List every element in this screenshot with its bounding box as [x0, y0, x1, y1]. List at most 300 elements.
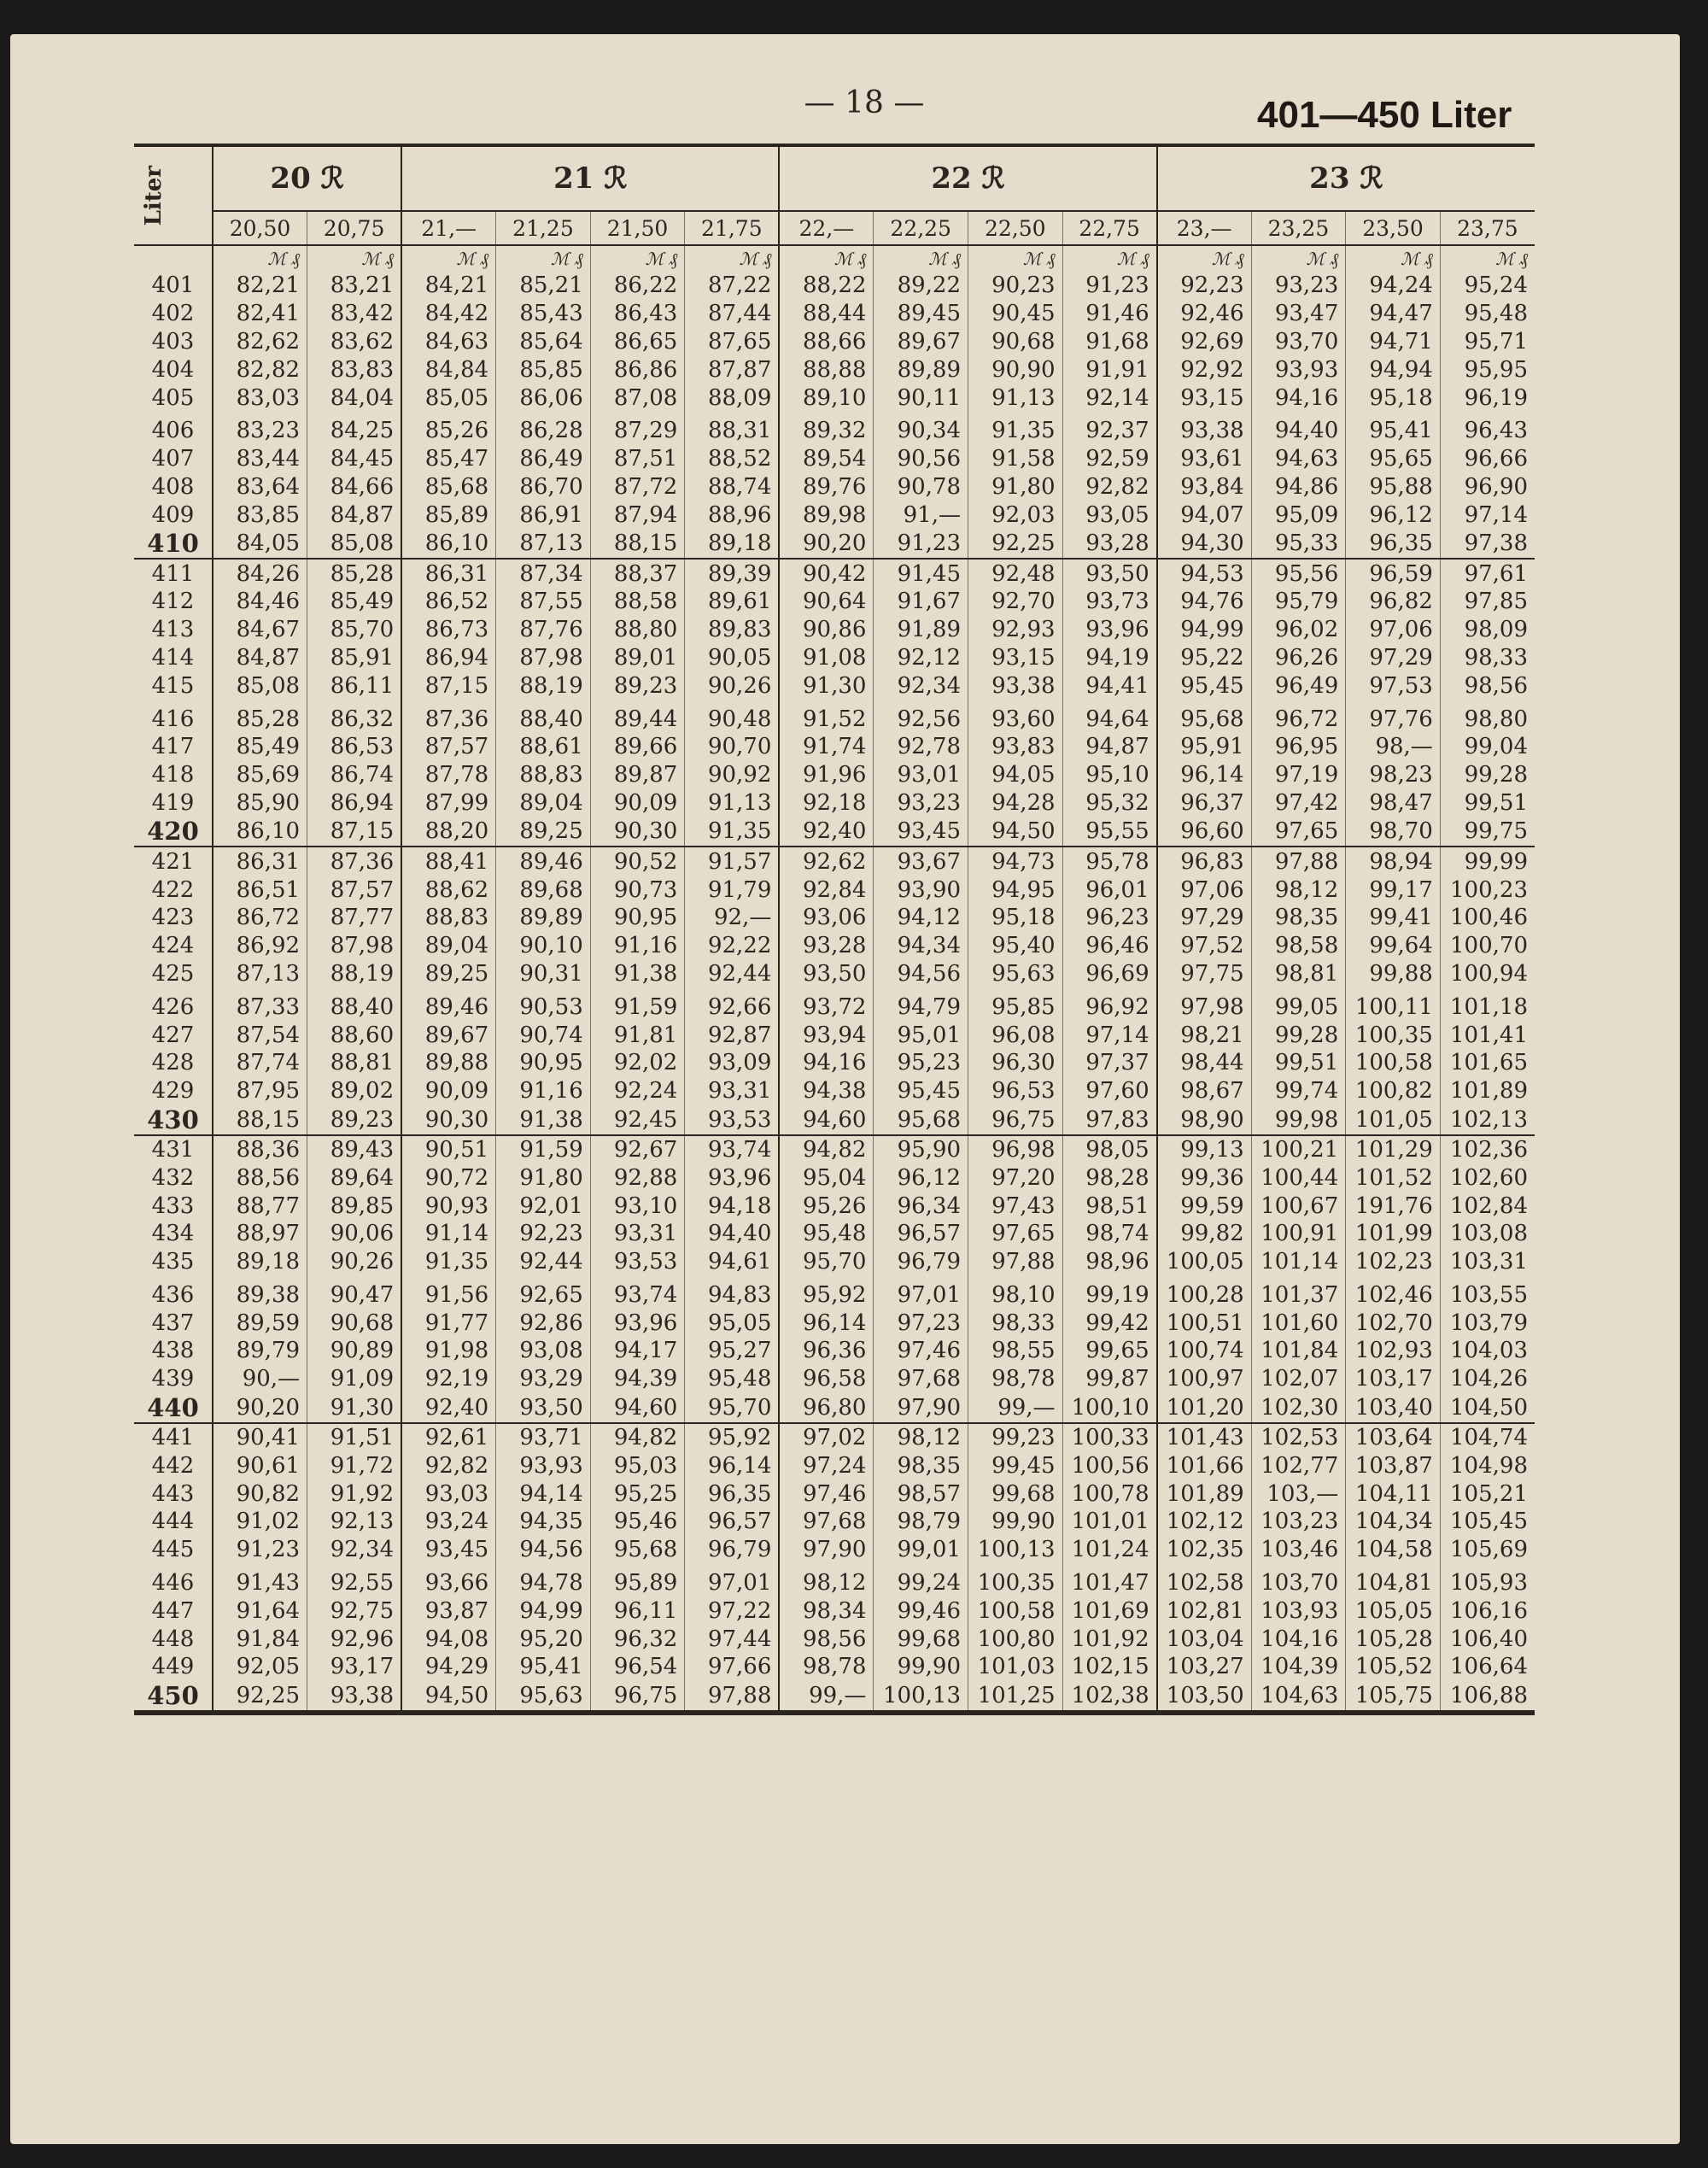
unit-label: ℳ ₰: [1062, 245, 1157, 272]
price-cell: 91,38: [496, 1105, 591, 1135]
price-cell: 88,96: [685, 501, 780, 529]
price-cell: 98,78: [779, 1653, 874, 1681]
price-cell: 87,65: [685, 328, 780, 356]
price-cell: 98,34: [779, 1597, 874, 1625]
price-cell: 96,72: [1251, 700, 1346, 733]
price-cell: 103,50: [1157, 1681, 1252, 1711]
price-cell: 95,04: [779, 1163, 874, 1192]
price-cell: 90,72: [401, 1163, 496, 1192]
price-cell: 92,44: [685, 960, 780, 988]
price-cell: 89,38: [213, 1276, 307, 1310]
price-cell: 100,51: [1157, 1309, 1252, 1337]
price-cell: 91,59: [590, 987, 685, 1021]
price-cell: 87,22: [685, 272, 780, 300]
price-cell: 99,01: [874, 1536, 968, 1564]
price-cell: 94,38: [779, 1077, 874, 1105]
price-cell: 97,01: [685, 1564, 780, 1597]
price-cell: 93,29: [496, 1365, 591, 1393]
price-cell: 92,66: [685, 987, 780, 1021]
price-cell: 88,40: [496, 700, 591, 733]
price-cell: 101,66: [1157, 1451, 1252, 1480]
table-row: [134, 1480, 1535, 1508]
price-cell: 105,05: [1346, 1597, 1441, 1625]
price-cell: 92,84: [779, 876, 874, 904]
price-cell: 103,40: [1346, 1393, 1441, 1423]
table-row: [134, 700, 1535, 733]
price-cell: 104,03: [1440, 1337, 1535, 1365]
price-cell: 93,87: [401, 1597, 496, 1625]
price-cell: 95,65: [1346, 445, 1441, 473]
price-cell: 87,33: [213, 987, 307, 1021]
price-cell: 88,19: [496, 671, 591, 700]
liter-cell: 413: [151, 617, 195, 643]
price-cell: 89,01: [590, 644, 685, 672]
price-cell: 84,26: [213, 559, 307, 588]
price-cell: 94,14: [496, 1480, 591, 1508]
table-row: [134, 1021, 1535, 1049]
price-cell: 92,59: [1062, 445, 1157, 473]
price-cell: 88,52: [685, 445, 780, 473]
price-cell: 91,72: [307, 1451, 402, 1480]
liter-cell: 408: [151, 473, 195, 500]
price-cell: 87,08: [590, 384, 685, 412]
price-cell: 95,89: [590, 1564, 685, 1597]
price-cell: 94,16: [1251, 384, 1346, 412]
price-cell: 91,30: [779, 671, 874, 700]
price-cell: 88,40: [307, 987, 402, 1021]
price-cell: 98,33: [1440, 644, 1535, 672]
price-cell: 92,96: [307, 1625, 402, 1653]
price-header: 23,75: [1440, 211, 1535, 245]
price-cell: 96,58: [779, 1365, 874, 1393]
price-cell: 84,46: [213, 588, 307, 616]
table-row: [134, 559, 1535, 588]
liter-cell: 420: [134, 817, 213, 847]
price-cell: 89,67: [401, 1021, 496, 1049]
price-cell: 89,61: [685, 588, 780, 616]
price-cell: 96,14: [779, 1309, 874, 1337]
price-cell: 94,07: [1157, 501, 1252, 529]
price-cell: 89,18: [213, 1248, 307, 1276]
price-cell: 93,50: [496, 1393, 591, 1423]
unit-label: ℳ ₰: [685, 245, 780, 272]
price-cell: 87,95: [213, 1077, 307, 1105]
price-cell: 85,21: [496, 272, 591, 300]
price-cell: 95,55: [1062, 817, 1157, 847]
price-cell: 94,61: [685, 1248, 780, 1276]
price-cell: 89,76: [779, 473, 874, 501]
price-cell: 86,94: [401, 644, 496, 672]
price-cell: 98,67: [1157, 1077, 1252, 1105]
price-cell: 90,74: [496, 1021, 591, 1049]
price-cell: 84,25: [307, 412, 402, 445]
liter-cell: 404: [151, 356, 195, 383]
liter-cell: 405: [151, 384, 195, 411]
price-cell: 94,76: [1157, 588, 1252, 616]
price-cell: 94,24: [1346, 272, 1441, 300]
price-cell: 96,82: [1346, 588, 1441, 616]
price-cell: 86,70: [496, 473, 591, 501]
table-row: [134, 1393, 1535, 1423]
price-cell: 89,87: [590, 761, 685, 789]
price-cell: 91,92: [307, 1480, 402, 1508]
price-cell: 82,21: [213, 272, 307, 300]
group-header-21: 21 ℛ: [401, 147, 779, 211]
table-row: [134, 876, 1535, 904]
price-cell: 94,16: [779, 1049, 874, 1077]
table-row: [134, 1077, 1535, 1105]
price-cell: 92,55: [307, 1564, 402, 1597]
price-cell: 86,53: [307, 733, 402, 761]
price-cell: 88,81: [307, 1049, 402, 1077]
price-cell: 95,18: [968, 904, 1063, 932]
price-cell: 100,10: [1062, 1393, 1157, 1423]
price-cell: 99,74: [1251, 1077, 1346, 1105]
price-cell: 95,63: [968, 960, 1063, 988]
price-cell: 88,36: [213, 1135, 307, 1164]
price-cell: 91,89: [874, 616, 968, 644]
price-cell: 97,22: [685, 1597, 780, 1625]
price-cell: 94,41: [1062, 671, 1157, 700]
price-cell: 91,91: [1062, 355, 1157, 384]
price-cell: 87,13: [496, 529, 591, 559]
price-cell: 103,93: [1251, 1597, 1346, 1625]
price-cell: 84,21: [401, 272, 496, 300]
price-cell: 98,33: [968, 1309, 1063, 1337]
price-cell: 95,70: [685, 1393, 780, 1423]
price-cell: 100,46: [1440, 904, 1535, 932]
price-cell: 90,20: [779, 529, 874, 559]
price-cell: 99,17: [1346, 876, 1441, 904]
price-cell: 104,11: [1346, 1480, 1441, 1508]
liter-cell: 436: [151, 1281, 195, 1308]
price-cell: 97,61: [1440, 559, 1535, 588]
liter-cell: 433: [151, 1192, 195, 1219]
liter-cell: 425: [151, 960, 195, 987]
price-cell: 90,86: [779, 616, 874, 644]
price-cell: 90,11: [874, 384, 968, 412]
price-cell: 96,80: [779, 1393, 874, 1423]
price-cell: 98,81: [1251, 960, 1346, 988]
price-cell: 97,24: [779, 1451, 874, 1480]
liter-cell: 438: [151, 1338, 195, 1364]
price-cell: 93,53: [590, 1248, 685, 1276]
price-cell: 94,35: [496, 1508, 591, 1536]
price-cell: 97,20: [968, 1163, 1063, 1192]
price-cell: 98,12: [779, 1564, 874, 1597]
price-cell: 101,41: [1440, 1021, 1535, 1049]
price-cell: 93,96: [685, 1163, 780, 1192]
price-cell: 95,48: [1440, 300, 1535, 328]
price-cell: 101,84: [1251, 1337, 1346, 1365]
price-cell: 98,09: [1440, 616, 1535, 644]
price-cell: 100,35: [968, 1564, 1063, 1597]
price-cell: 85,28: [213, 700, 307, 733]
price-cell: 87,87: [685, 355, 780, 384]
liter-header: Liter: [141, 165, 167, 226]
price-cell: 96,57: [874, 1220, 968, 1248]
price-cell: 93,45: [401, 1536, 496, 1564]
price-cell: 97,14: [1440, 501, 1535, 529]
price-cell: 92,25: [213, 1681, 307, 1711]
price-cell: 92,18: [779, 789, 874, 817]
price-cell: 87,98: [496, 644, 591, 672]
price-cell: 92,67: [590, 1135, 685, 1164]
unit-label: ℳ ₰: [779, 245, 874, 272]
price-cell: 85,64: [496, 328, 591, 356]
price-cell: 86,51: [213, 876, 307, 904]
price-cell: 95,41: [1346, 412, 1441, 445]
price-cell: 85,43: [496, 300, 591, 328]
price-cell: 98,56: [1440, 671, 1535, 700]
price-cell: 99,68: [968, 1480, 1063, 1508]
price-cell: 98,90: [1157, 1105, 1252, 1135]
price-cell: 93,08: [496, 1337, 591, 1365]
price-cell: 101,47: [1062, 1564, 1157, 1597]
price-cell: 102,35: [1157, 1536, 1252, 1564]
price-cell: 95,10: [1062, 761, 1157, 789]
price-cell: 101,43: [1157, 1423, 1252, 1452]
liter-cell: 409: [151, 501, 195, 528]
price-cell: 84,67: [213, 616, 307, 644]
price-cell: 91,84: [213, 1625, 307, 1653]
price-cell: 88,83: [496, 761, 591, 789]
price-cell: 100,35: [1346, 1021, 1441, 1049]
price-cell: 92,44: [496, 1248, 591, 1276]
price-cell: 96,75: [968, 1105, 1063, 1135]
price-cell: 94,50: [401, 1681, 496, 1711]
price-cell: 105,75: [1346, 1681, 1441, 1711]
price-cell: 96,75: [590, 1681, 685, 1711]
table-row: [134, 1365, 1535, 1393]
price-cell: 92,01: [496, 1192, 591, 1220]
price-cell: 102,60: [1440, 1163, 1535, 1192]
price-cell: 97,88: [1251, 847, 1346, 876]
price-cell: 85,47: [401, 445, 496, 473]
price-cell: 98,47: [1346, 789, 1441, 817]
table-row: [134, 1564, 1535, 1597]
table-row: [134, 588, 1535, 616]
price-cell: 92,40: [401, 1393, 496, 1423]
price-cell: 91,74: [779, 733, 874, 761]
liter-cell: 410: [134, 529, 213, 559]
price-cell: 94,40: [685, 1220, 780, 1248]
price-cell: 91,96: [779, 761, 874, 789]
price-cell: 96,60: [1157, 817, 1252, 847]
price-cell: 95,48: [779, 1220, 874, 1248]
liter-cell: 418: [151, 762, 195, 788]
liter-cell: 442: [151, 1452, 195, 1479]
price-cell: 100,58: [968, 1597, 1063, 1625]
price-header: 23,25: [1251, 211, 1346, 245]
price-cell: 102,84: [1440, 1192, 1535, 1220]
price-cell: 94,82: [779, 1135, 874, 1164]
price-cell: 84,63: [401, 328, 496, 356]
price-cell: 98,96: [1062, 1248, 1157, 1276]
price-cell: 93,05: [1062, 501, 1157, 529]
price-cell: 96,36: [779, 1337, 874, 1365]
price-cell: 97,68: [874, 1365, 968, 1393]
price-cell: 92,75: [307, 1597, 402, 1625]
price-cell: 96,11: [590, 1597, 685, 1625]
price-cell: 99,23: [968, 1423, 1063, 1452]
price-cell: 97,83: [1062, 1105, 1157, 1135]
price-cell: 97,23: [874, 1309, 968, 1337]
price-cell: 94,08: [401, 1625, 496, 1653]
price-cell: 93,50: [1062, 559, 1157, 588]
table-row: [134, 847, 1535, 876]
price-cell: 95,68: [590, 1536, 685, 1564]
price-cell: 94,82: [590, 1423, 685, 1452]
price-cell: 97,38: [1440, 529, 1535, 559]
price-cell: 94,30: [1157, 529, 1252, 559]
price-cell: 95,70: [779, 1248, 874, 1276]
price-cell: 88,83: [401, 904, 496, 932]
price-cell: 101,20: [1157, 1393, 1252, 1423]
price-cell: 96,59: [1346, 559, 1441, 588]
price-cell: 89,43: [307, 1135, 402, 1164]
unit-label: ℳ ₰: [401, 245, 496, 272]
price-cell: 93,93: [496, 1451, 591, 1480]
price-cell: 93,31: [590, 1220, 685, 1248]
price-cell: 100,97: [1157, 1365, 1252, 1393]
unit-label: ℳ ₰: [213, 245, 307, 272]
price-cell: 83,44: [213, 445, 307, 473]
price-cell: 95,63: [496, 1681, 591, 1711]
price-cell: 100,82: [1346, 1077, 1441, 1105]
price-cell: 88,74: [685, 473, 780, 501]
price-cell: 96,01: [1062, 876, 1157, 904]
price-cell: 85,08: [213, 671, 307, 700]
price-cell: 89,89: [874, 355, 968, 384]
price-cell: 100,56: [1062, 1451, 1157, 1480]
price-cell: 97,76: [1346, 700, 1441, 733]
price-cell: 102,53: [1251, 1423, 1346, 1452]
price-cell: 87,74: [213, 1049, 307, 1077]
price-cell: 103,04: [1157, 1625, 1252, 1653]
price-cell: 96,98: [968, 1135, 1063, 1164]
price-cell: 96,49: [1251, 671, 1346, 700]
price-cell: 91,46: [1062, 300, 1157, 328]
price-cell: 97,01: [874, 1276, 968, 1310]
unit-label: ℳ ₰: [307, 245, 402, 272]
liter-cell: 416: [151, 706, 195, 732]
price-cell: 102,38: [1062, 1681, 1157, 1711]
price-cell: 92,87: [685, 1021, 780, 1049]
price-cell: 83,83: [307, 355, 402, 384]
price-cell: 91,14: [401, 1220, 496, 1248]
liter-cell: 446: [151, 1570, 195, 1597]
price-cell: 103,08: [1440, 1220, 1535, 1248]
price-cell: 98,10: [968, 1276, 1063, 1310]
price-cell: 86,92: [213, 932, 307, 960]
price-cell: 95,18: [1346, 384, 1441, 412]
table-row: [134, 1597, 1535, 1625]
price-header: 23,—: [1157, 211, 1252, 245]
group-header-20: 20 ℛ: [213, 147, 401, 211]
liter-cell: 450: [134, 1681, 213, 1711]
price-cell: 86,72: [213, 904, 307, 932]
price-cell: 104,98: [1440, 1451, 1535, 1480]
price-cell: 88,61: [496, 733, 591, 761]
price-cell: 89,02: [307, 1077, 402, 1105]
price-cell: 94,12: [874, 904, 968, 932]
price-cell: 100,94: [1440, 960, 1535, 988]
price-cell: 103,70: [1251, 1564, 1346, 1597]
price-cell: 102,77: [1251, 1451, 1346, 1480]
price-cell: 87,76: [496, 616, 591, 644]
price-cell: 93,45: [874, 817, 968, 847]
price-cell: 93,72: [779, 987, 874, 1021]
price-cell: 103,79: [1440, 1309, 1535, 1337]
price-cell: 93,50: [779, 960, 874, 988]
price-cell: 92,93: [968, 616, 1063, 644]
price-header: 21,75: [685, 211, 780, 245]
table-row: [134, 1423, 1535, 1452]
price-cell: 93,93: [1251, 355, 1346, 384]
price-cell: 97,46: [874, 1337, 968, 1365]
price-cell: 97,46: [779, 1480, 874, 1508]
price-cell: 90,64: [779, 588, 874, 616]
price-cell: 88,19: [307, 960, 402, 988]
price-cell: 90,61: [213, 1451, 307, 1480]
price-cell: 90,23: [968, 272, 1063, 300]
price-cell: 89,59: [213, 1309, 307, 1337]
price-header: 21,50: [590, 211, 685, 245]
price-cell: 92,92: [1157, 355, 1252, 384]
price-cell: 90,—: [213, 1365, 307, 1393]
table-row: [134, 272, 1535, 300]
price-cell: 94,40: [1251, 412, 1346, 445]
price-cell: 101,92: [1062, 1625, 1157, 1653]
price-cell: 95,46: [590, 1508, 685, 1536]
table-row: [134, 501, 1535, 529]
price-cell: 100,13: [968, 1536, 1063, 1564]
price-cell: 90,70: [685, 733, 780, 761]
price-cell: 98,35: [874, 1451, 968, 1480]
table-body: [134, 272, 1535, 1711]
price-cell: 96,37: [1157, 789, 1252, 817]
liter-cell: 427: [151, 1022, 195, 1048]
price-cell: 96,14: [1157, 761, 1252, 789]
price-cell: 92,45: [590, 1105, 685, 1135]
price-cell: 99,41: [1346, 904, 1441, 932]
price-cell: 88,37: [590, 559, 685, 588]
price-cell: 96,26: [1251, 644, 1346, 672]
price-cell: 89,46: [496, 847, 591, 876]
price-cell: 93,60: [968, 700, 1063, 733]
table-row: [134, 1309, 1535, 1337]
table-row: [134, 445, 1535, 473]
price-cell: 91,35: [968, 412, 1063, 445]
price-cell: 99,99: [1440, 847, 1535, 876]
liter-cell: 415: [151, 672, 195, 699]
price-cell: 94,83: [685, 1276, 780, 1310]
price-cell: 99,90: [968, 1508, 1063, 1536]
price-cell: 92,82: [1062, 473, 1157, 501]
price-cell: 89,54: [779, 445, 874, 473]
price-cell: 91,02: [213, 1508, 307, 1536]
price-cell: 92,24: [590, 1077, 685, 1105]
price-cell: 83,42: [307, 300, 402, 328]
price-cell: 93,74: [590, 1276, 685, 1310]
price-cell: 98,70: [1346, 817, 1441, 847]
price-cell: 104,58: [1346, 1536, 1441, 1564]
price-cell: 93,24: [401, 1508, 496, 1536]
unit-label: ℳ ₰: [1440, 245, 1535, 272]
price-cell: 96,23: [1062, 904, 1157, 932]
price-cell: 96,32: [590, 1625, 685, 1653]
